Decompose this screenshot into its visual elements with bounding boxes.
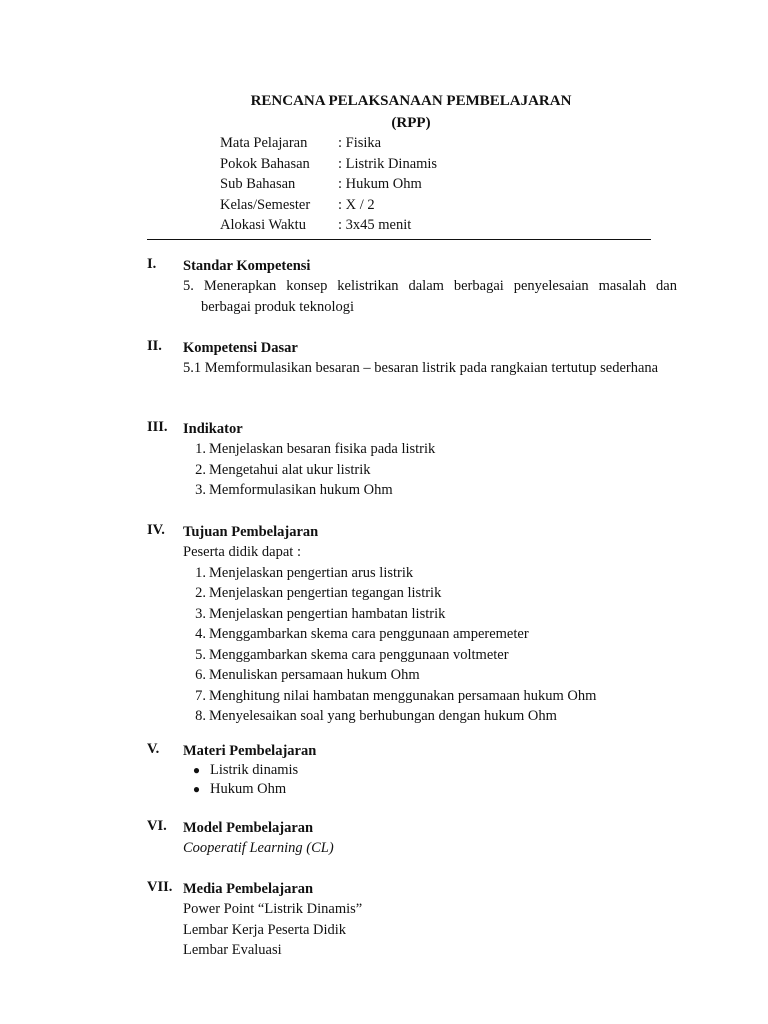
section-title: Media Pembelajaran	[183, 881, 314, 897]
list-text: Mengetahui alat ukur listrik	[209, 461, 371, 478]
section-number: IV.	[147, 522, 165, 538]
section-number: V.	[147, 741, 160, 757]
meta-row	[220, 215, 437, 236]
section-number: VI.	[147, 818, 167, 834]
section-title: Materi Pembelajaran	[183, 743, 317, 759]
bullet-text: Hukum Ohm	[210, 780, 287, 797]
meta-value: : X / 2	[338, 196, 375, 213]
list-text: Menghitung nilai hambatan menggunakan persamaan hukum Ohm	[209, 687, 597, 704]
document-subtitle: (RPP)	[391, 115, 431, 131]
section-number: II.	[147, 338, 162, 354]
list-item	[183, 706, 677, 727]
list-text: Menjelaskan besaran fisika pada listrik	[209, 441, 436, 457]
meta-key: Alokasi Waktu	[220, 217, 306, 233]
list-item	[183, 583, 677, 604]
section-title: Model Pembelajaran	[183, 820, 314, 836]
list-item	[183, 480, 677, 501]
list-item	[183, 624, 677, 645]
document-title: RENCANA PELAKSANAAN PEMBELAJARAN	[250, 93, 572, 109]
section-media-pembelajaran	[147, 879, 677, 961]
section-text: 5. Menerapkan konsep kelistrikan dalam berbagai penyelesaian masalah dan berbagai produk teknologi	[183, 278, 677, 315]
bullet-item	[183, 780, 677, 799]
section-materi-pembelajaran	[147, 741, 677, 798]
section-standar-kompetensi	[147, 256, 677, 317]
meta-value: : Listrik Dinamis	[338, 155, 438, 172]
section-title: Tujuan Pembelajaran	[183, 524, 319, 540]
list-number: 3.	[195, 605, 206, 622]
meta-table	[220, 133, 437, 236]
meta-key: Sub Bahasan	[220, 176, 296, 192]
section-title: Kompetensi Dasar	[183, 340, 298, 356]
section-kompetensi-dasar	[147, 338, 677, 379]
list-text: Menjelaskan pengertian arus listrik	[209, 564, 414, 581]
media-line: Lembar Evaluasi	[183, 942, 282, 958]
media-line: Power Point “Listrik Dinamis”	[183, 901, 363, 917]
section-indikator	[147, 419, 677, 501]
media-line: Lembar Kerja Peserta Didik	[183, 921, 347, 938]
list-number: 3.	[195, 482, 206, 498]
section-title: Indikator	[183, 421, 243, 437]
meta-key: Mata Pelajaran	[220, 135, 308, 151]
list-number: 7.	[195, 687, 206, 704]
list-text: Menggambarkan skema cara penggunaan voltmeter	[209, 646, 509, 663]
list-item	[183, 645, 677, 666]
section-text: Cooperatif Learning (CL)	[183, 840, 334, 856]
list-number: 5.	[195, 646, 206, 663]
list-item	[183, 460, 677, 481]
meta-key: Pokok Bahasan	[220, 155, 310, 172]
list-number: 6.	[195, 667, 206, 683]
list-number: 1.	[195, 441, 206, 457]
section-number: VII.	[147, 879, 173, 895]
meta-key: Kelas/Semester	[220, 196, 311, 213]
section-model-pembelajaran	[147, 818, 677, 859]
list-number: 2.	[195, 585, 206, 601]
list-text: Menyelesaikan soal yang berhubungan dengan hukum Ohm	[209, 708, 557, 724]
bullet-icon: ●	[192, 763, 201, 777]
list-text: Memformulasikan hukum Ohm	[209, 482, 393, 498]
list-number: 1.	[195, 564, 206, 581]
meta-row	[220, 195, 437, 216]
bullet-item	[183, 761, 677, 780]
meta-value: : 3x45 menit	[338, 217, 412, 233]
meta-row	[220, 154, 437, 175]
bullet-icon: ●	[192, 781, 201, 796]
section-number: III.	[147, 419, 168, 435]
meta-value: : Hukum Ohm	[338, 176, 422, 192]
list-text: Menjelaskan pengertian hambatan listrik	[209, 605, 446, 622]
meta-value: : Fisika	[338, 135, 382, 151]
list-number: 8.	[195, 708, 206, 724]
bullet-text: Listrik dinamis	[210, 762, 299, 778]
list-item	[183, 563, 677, 584]
list-text: Menjelaskan pengertian tegangan listrik	[209, 585, 442, 601]
section-number: I.	[147, 256, 157, 272]
section-tujuan-pembelajaran	[147, 522, 677, 727]
header-divider	[147, 239, 651, 240]
list-number: 2.	[195, 461, 206, 478]
section-intro: Peserta didik dapat :	[183, 544, 301, 560]
meta-row	[220, 133, 437, 154]
list-text: Menuliskan persamaan hukum Ohm	[209, 667, 420, 683]
list-text: Menggambarkan skema cara penggunaan amperemeter	[209, 626, 529, 642]
meta-row	[220, 174, 437, 195]
section-title: Standar Kompetensi	[183, 258, 311, 274]
section-text: 5.1 Memformulasikan besaran – besaran listrik pada rangkaian tertutup sederhana	[183, 360, 659, 376]
list-item	[183, 686, 677, 707]
list-item	[183, 604, 677, 625]
list-item	[183, 665, 677, 686]
list-item	[183, 439, 677, 460]
list-number: 4.	[195, 626, 206, 642]
